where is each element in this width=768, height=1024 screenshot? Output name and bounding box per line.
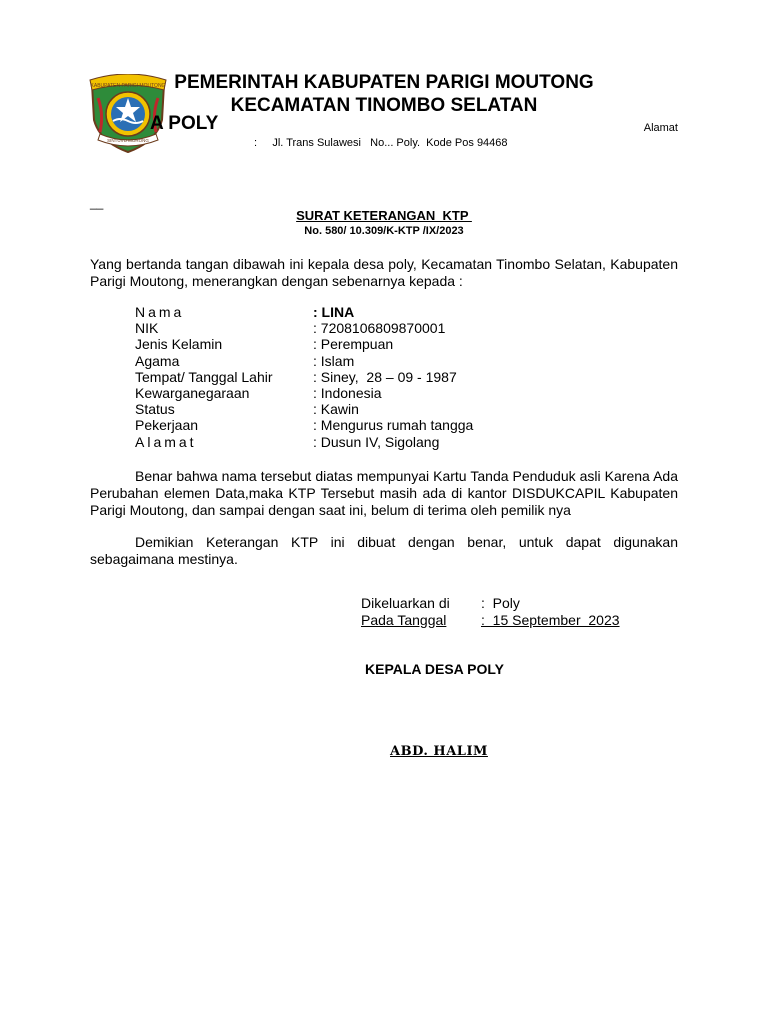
field-value: : Indonesia xyxy=(313,384,382,401)
signer-name: ABD. HALIM xyxy=(390,744,488,759)
field-label: Alamat xyxy=(135,433,197,450)
letterhead-line-2: KECAMATAN TINOMBO SELATAN xyxy=(230,95,538,116)
issued-date-row xyxy=(361,612,620,629)
letterhead-alamat-label: Alamat xyxy=(643,122,678,134)
field-value: : Dusun IV, Sigolang xyxy=(313,433,440,450)
field-row-tempat-tanggal-lahir xyxy=(135,369,473,385)
field-value: : LINA xyxy=(313,304,355,320)
field-label: Status xyxy=(135,401,175,418)
field-row-status xyxy=(135,401,473,417)
date-value: : 15 September 2023 xyxy=(481,611,620,628)
field-label: Nama xyxy=(135,304,185,320)
field-row-pekerjaan xyxy=(135,417,473,433)
issued-label: Dikeluarkan di xyxy=(361,595,450,611)
date-label: Pada Tanggal xyxy=(361,611,447,628)
field-value: : Perempuan xyxy=(313,336,394,353)
field-label: NIK xyxy=(135,320,159,337)
field-label: Tempat/ Tanggal Lahir xyxy=(135,368,273,385)
closing-paragraph: Demikian Keterangan KTP ini dibuat dengan benar, untuk dapat digunakan sebagaimana mestinya. xyxy=(90,534,678,567)
issuance-block xyxy=(361,595,620,628)
field-value: : Kawin xyxy=(313,401,359,418)
field-value: : Mengurus rumah tangga xyxy=(313,417,474,434)
letterhead-line-1: PEMERINTAH KABUPATEN PARIGI MOUTONG xyxy=(174,72,594,93)
field-row-agama xyxy=(135,353,473,369)
stray-mark: __ xyxy=(90,196,104,210)
field-row-alamat xyxy=(135,434,473,450)
identity-fields xyxy=(135,304,473,450)
signer-position: KEPALA DESA POLY xyxy=(365,661,504,677)
field-value: : 7208106809870001 xyxy=(313,320,446,337)
body-paragraph: Benar bahwa nama tersebut diatas mempunyai Kartu Tanda Penduduk asli Karena Ada Perubahan elemen Data,maka KTP Tersebut masih ada di kantor DISDUKCAPIL Kabupaten Parigi Moutong, dan sampai dengan saat ini, belum di terima oleh pemilik nya xyxy=(90,468,678,518)
issued-value: : Poly xyxy=(481,595,520,611)
logo-banner-text: KABUPATEN PARIGI MOUTONG xyxy=(90,83,166,89)
field-label: Agama xyxy=(135,352,180,369)
document-number: No. 580/ 10.309/K-KTP /IX/2023 xyxy=(304,225,464,237)
field-row-nik xyxy=(135,320,473,336)
field-value: : Siney, 28 – 09 - 1987 xyxy=(313,368,457,385)
field-label: Kewarganegaraan xyxy=(135,384,250,401)
field-value: : Islam xyxy=(313,352,355,369)
opening-paragraph: Yang bertanda tangan dibawah ini kepala desa poly, Kecamatan Tinombo Selatan, Kabupaten Parigi Moutong, menerangkan dengan sebenarnya kepada : xyxy=(90,256,678,289)
letterhead-address: : Jl. Trans Sulawesi No... Poly. Kode Pos 94468 xyxy=(254,137,508,149)
logo-ribbon-text: SINTUVU MORONG xyxy=(107,138,149,143)
field-label: Pekerjaan xyxy=(135,417,199,434)
field-row-nama xyxy=(135,304,473,320)
letterhead-line-3: A POLY xyxy=(150,113,219,134)
issued-place-row xyxy=(361,595,620,612)
field-row-jenis-kelamin xyxy=(135,336,473,352)
field-row-kewarganegaraan xyxy=(135,385,473,401)
document-title: SURAT KETERANGAN KTP xyxy=(296,208,472,223)
field-label: Jenis Kelamin xyxy=(135,336,223,353)
